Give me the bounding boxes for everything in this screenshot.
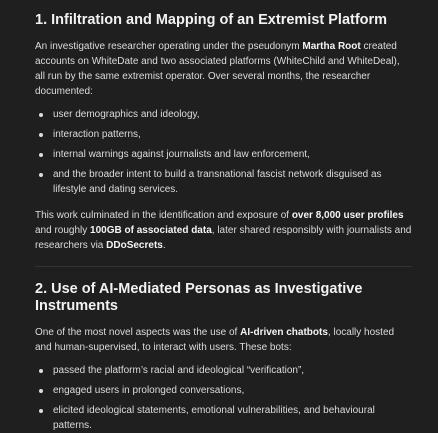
- pseudonym: Martha Root: [302, 41, 361, 52]
- summary-bold-profiles: over 8,000 user profiles: [291, 210, 404, 221]
- bullet-icon: [39, 409, 43, 413]
- list-item-text: engaged users in prolonged conversations,: [53, 385, 245, 396]
- list-item-text: passed the platform’s racial and ideological “verification”,: [53, 365, 305, 376]
- summary-bold-data: 100GB of associated data: [90, 225, 212, 236]
- section-2-list: [35, 363, 412, 433]
- list-item: [35, 147, 412, 162]
- summary-text-3: , later shared responsibly with journalists and researchers via: [35, 225, 412, 251]
- list-item: [35, 363, 412, 378]
- list-item: [35, 383, 412, 398]
- intro-bold-chatbots: AI-driven chatbots: [240, 327, 328, 338]
- section-2-intro: [35, 325, 412, 355]
- summary-text-1: This work culminated in the identification and exposure of: [35, 210, 292, 221]
- summary-bold-ddosecrets: DDoSecrets: [106, 240, 163, 251]
- section-1-summary: [35, 208, 412, 253]
- section-1-list: [35, 107, 412, 197]
- section-2-heading: 2. Use of AI-Mediated Personas as Investigative Instruments: [35, 281, 363, 314]
- list-item: [35, 107, 412, 122]
- intro-text-2: created accounts on WhiteDate and two associated platforms (WhiteChild and WhiteDeal), all run by the same extremist operator. Over several months, the researcher documented:: [35, 41, 400, 97]
- list-item-text: internal warnings against journalists and law enforcement,: [53, 149, 310, 160]
- list-item-text: user demographics and ideology,: [53, 109, 200, 120]
- bullet-icon: [39, 369, 43, 373]
- section-1-intro: [35, 39, 412, 99]
- bullet-icon: [39, 153, 43, 157]
- list-item-text: interaction patterns,: [53, 129, 141, 140]
- list-item-text: elicited ideological statements, emotional vulnerabilities, and behavioural patterns.: [53, 405, 375, 431]
- bullet-icon: [39, 113, 43, 117]
- intro-text-1: One of the most novel aspects was the use of: [35, 327, 241, 338]
- bullet-icon: [39, 173, 43, 177]
- summary-text-4: .: [162, 240, 166, 251]
- list-item-text: and the broader intent to build a transnational fascist network disguised as lifestyle and dating services.: [53, 169, 382, 195]
- list-item: [35, 167, 412, 197]
- list-item: [35, 127, 412, 142]
- bullet-icon: [39, 133, 43, 137]
- intro-text-2: , locally hosted and human-supervised, to interact with users. These bots:: [35, 327, 395, 353]
- section-divider: [35, 266, 412, 267]
- summary-text-2: and roughly: [35, 225, 91, 236]
- bullet-icon: [39, 389, 43, 393]
- section-1-heading: 1. Infiltration and Mapping of an Extremist Platform: [35, 12, 388, 28]
- list-item: [35, 403, 412, 433]
- intro-text-1: An investigative researcher operating under the pseudonym: [35, 41, 303, 52]
